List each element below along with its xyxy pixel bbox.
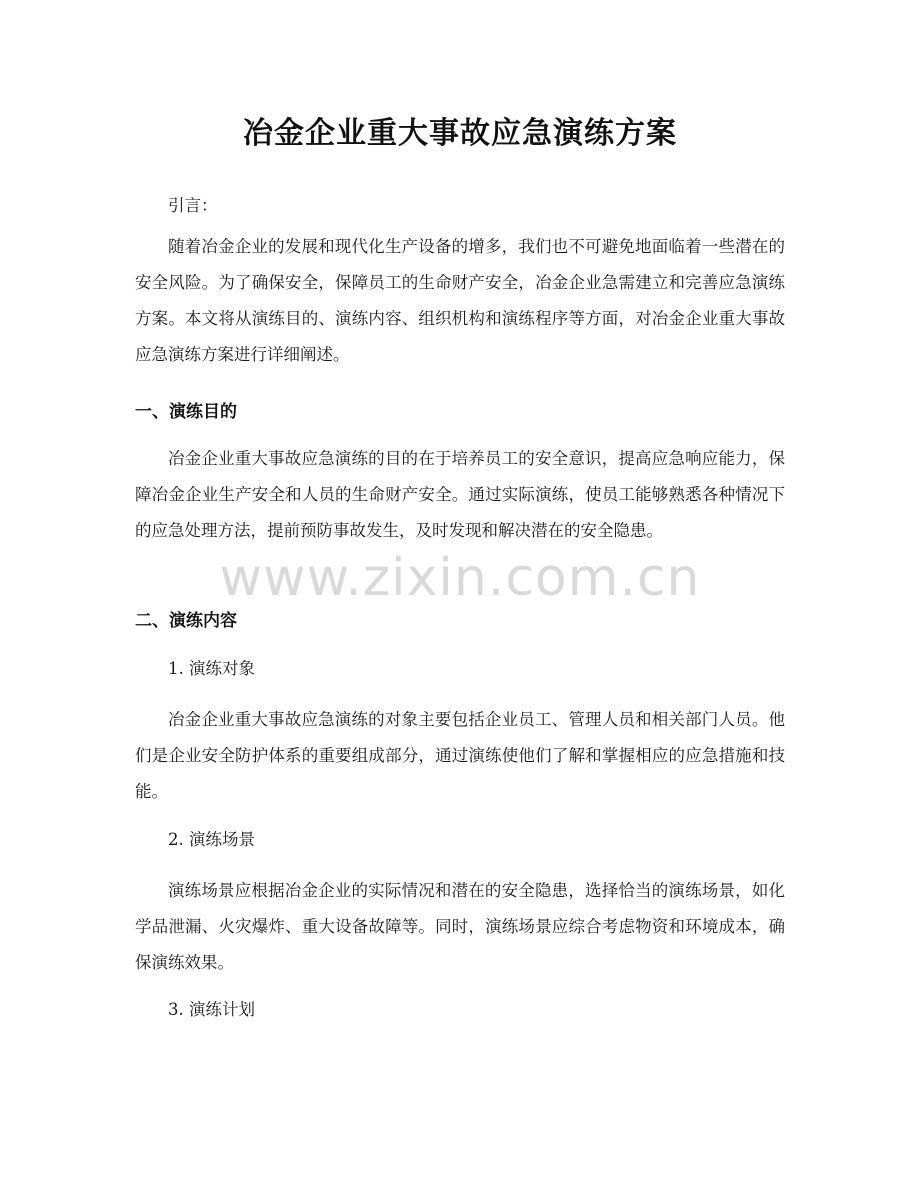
- participants-paragraph: 冶金企业重大事故应急演练的对象主要包括企业员工、管理人员和相关部门人员。他们是企业安全防护体系的重要组成部分，通过演练使他们了解和掌握相应的应急措施和技能。: [135, 710, 785, 801]
- subsection-label-participants: 1. 演练对象: [168, 659, 255, 678]
- intro-label: 引言：: [168, 196, 218, 215]
- section-heading-content: 二、演练内容: [135, 611, 237, 631]
- purpose-paragraph: 冶金企业重大事故应急演练的目的在于培养员工的安全意识，提高应急响应能力，保障冶金企业生产安全和人员的生命财产安全。通过实际演练，使员工能够熟悉各种情况下的应急处理方法，提前预防事故发生，及时发现和解决潜在的安全隐患。: [135, 449, 785, 540]
- section-heading-purpose: 一、演练目的: [135, 402, 237, 422]
- document-title: 冶金企业重大事故应急演练方案: [243, 116, 677, 151]
- watermark: www.zixin.com.cn: [219, 548, 701, 608]
- subsection-label-scenario: 2. 演练场景: [168, 830, 255, 849]
- scenario-paragraph: 演练场景应根据冶金企业的实际情况和潜在的安全隐患，选择恰当的演练场景，如化学品泄漏、火灾爆炸、重大设备故障等。同时，演练场景应综合考虑物资和环境成本，确保演练效果。: [135, 881, 785, 972]
- intro-paragraph: 随着冶金企业的发展和现代化生产设备的增多，我们也不可避免地面临着一些潜在的安全风险。为了确保安全，保障员工的生命财产安全，冶金企业急需建立和完善应急演练方案。本文将从演练目的、演练内容、组织机构和演练程序等方面，对冶金企业重大事故应急演练方案进行详细阐述。: [135, 237, 785, 364]
- subsection-label-plan: 3. 演练计划: [168, 1000, 255, 1019]
